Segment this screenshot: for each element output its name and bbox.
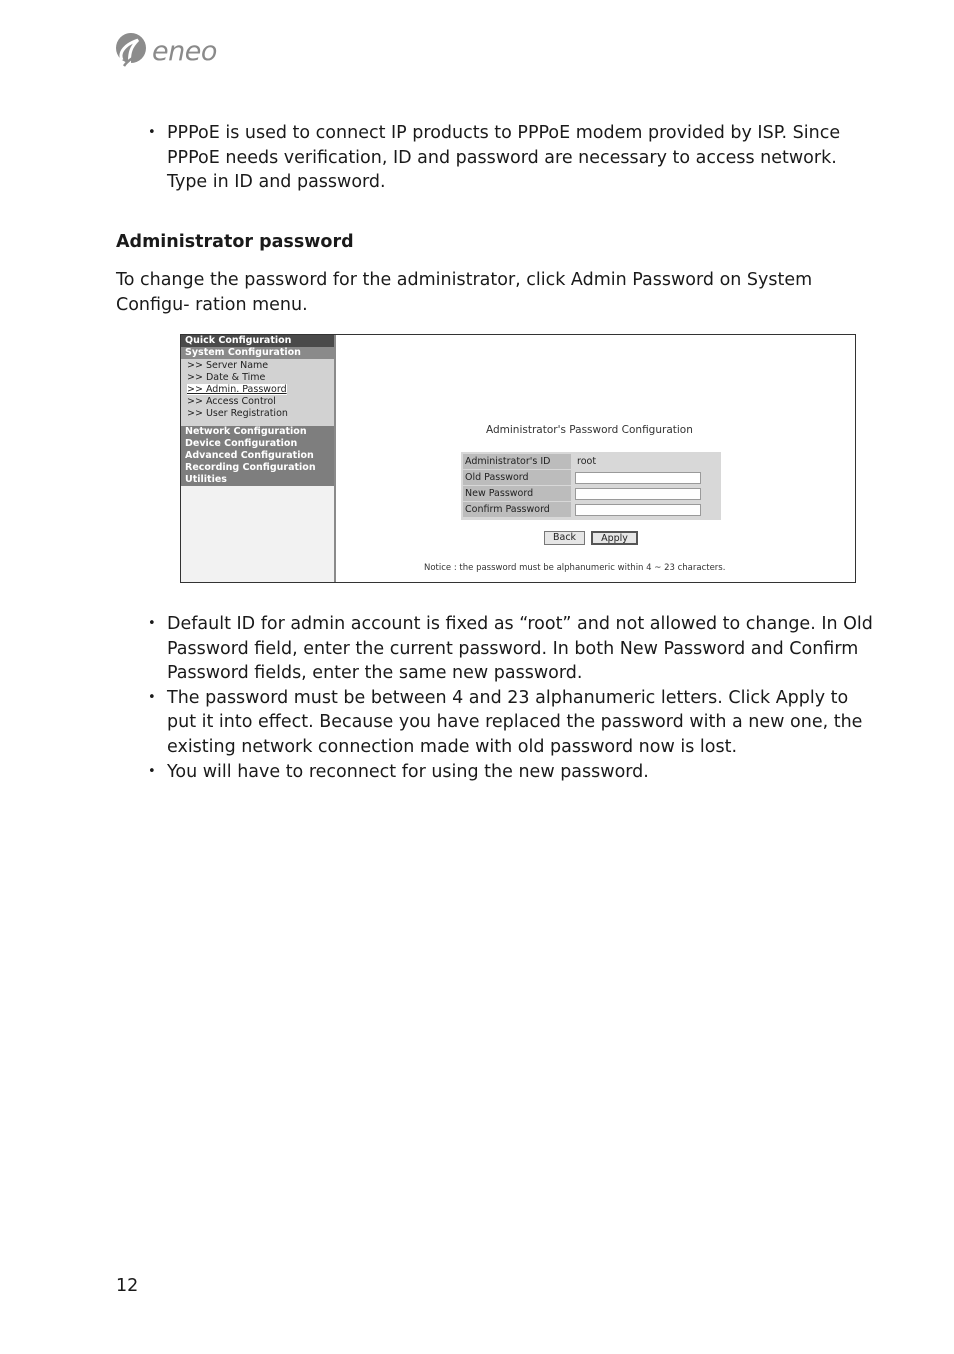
menu-device-configuration[interactable]: Device Configuration — [185, 438, 298, 449]
new-password-label: New Password — [463, 486, 571, 502]
page-number: 12 — [116, 1276, 139, 1296]
bottom-bullet-list — [148, 612, 878, 784]
menu-utilities[interactable]: Utilities — [185, 474, 227, 485]
password-form — [461, 452, 721, 520]
eneo-logo-icon — [114, 30, 150, 72]
form-row-new-password — [463, 486, 719, 502]
form-row-admin-id — [463, 454, 719, 470]
config-menu — [181, 335, 336, 582]
form-row-old-password — [463, 470, 719, 486]
menu-item-date-time[interactable]: >> Date & Time — [187, 372, 266, 383]
brand-logo — [114, 30, 217, 72]
menu-item-admin-password[interactable] — [187, 384, 334, 396]
form-row-confirm-password — [463, 502, 719, 518]
menu-quick-configuration[interactable]: Quick Configuration — [181, 335, 334, 347]
confirm-password-input[interactable] — [575, 504, 701, 516]
menu-lower-group — [181, 426, 334, 486]
intro-paragraph: To change the password for the administrator, click Admin Password on System Configu- ration menu. — [116, 270, 813, 315]
old-password-input[interactable] — [575, 472, 701, 484]
admin-password-screenshot — [180, 334, 856, 583]
apply-button[interactable]: Apply — [591, 531, 638, 545]
menu-item-server-name[interactable]: >> Server Name — [187, 360, 269, 371]
config-title: Administrator's Password Configuration — [486, 424, 693, 436]
admin-id-label: Administrator's ID — [463, 454, 571, 470]
section-heading: Administrator password — [116, 232, 354, 252]
password-notice: Notice : the password must be alphanumeric within 4 ~ 23 characters. — [424, 563, 726, 573]
bullet-item: • Default ID for admin account is fixed as “root” and not allowed to change. In Old Password field, enter the current password. In both New Password and Confirm Password fields, enter the same new password. — [148, 612, 878, 686]
admin-id-value: root — [577, 456, 597, 467]
system-submenu — [181, 359, 334, 426]
bullet-item: • PPPoE is used to connect IP products to PPPoE modem provided by ISP. Since PPPoE needs verification, ID and password are necessary to access network. Type in ID and password. — [148, 121, 878, 195]
back-button[interactable]: Back — [544, 531, 585, 545]
confirm-password-label: Confirm Password — [463, 502, 571, 518]
config-content — [338, 335, 855, 582]
form-buttons — [544, 531, 638, 545]
brand-name: eneo — [152, 35, 217, 67]
new-password-input[interactable] — [575, 488, 701, 500]
menu-item-admin-password-label: >> Admin. Password — [187, 384, 287, 395]
old-password-label: Old Password — [463, 470, 571, 486]
menu-network-configuration[interactable]: Network Configuration — [185, 426, 307, 437]
menu-recording-configuration[interactable]: Recording Configuration — [185, 462, 316, 473]
bullet-item: • You will have to reconnect for using the new password. — [148, 760, 878, 785]
menu-system-configuration[interactable]: System Configuration — [181, 347, 334, 359]
menu-item-user-registration[interactable]: >> User Registration — [187, 408, 288, 419]
bullet-item: • The password must be between 4 and 23 alphanumeric letters. Click Apply to put it into effect. Because you have replaced the password with a new one, the existing network connection made with old password now is lost. — [148, 686, 878, 760]
menu-advanced-configuration[interactable]: Advanced Configuration — [185, 450, 314, 461]
top-bullet-list — [148, 121, 878, 195]
menu-item-access-control[interactable]: >> Access Control — [187, 396, 276, 407]
